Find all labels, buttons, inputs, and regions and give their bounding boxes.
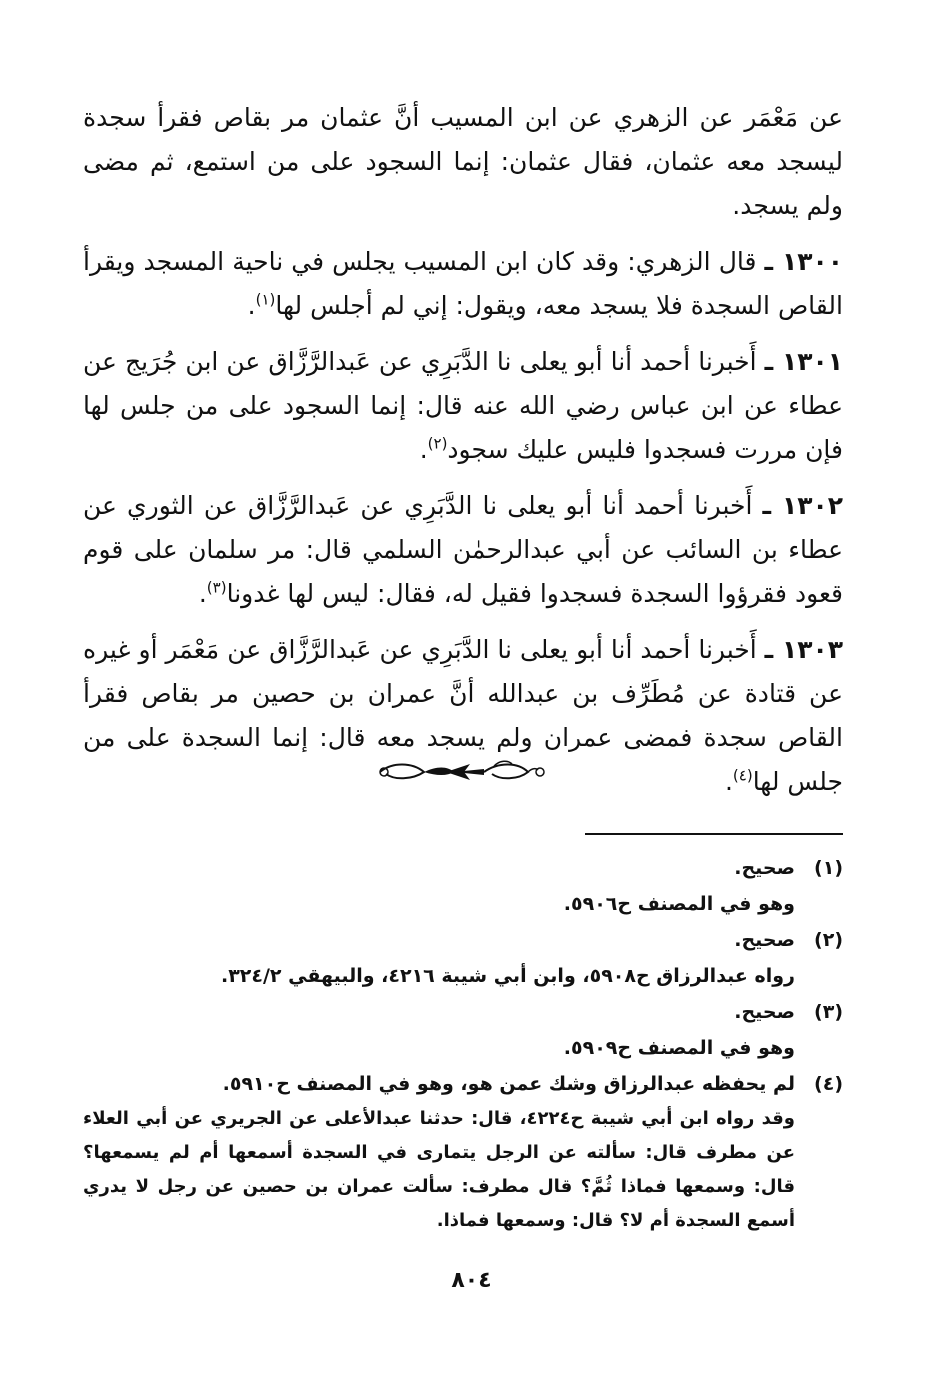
footnote-text: وهو في المصنف ح٥٩٠٦. (563, 893, 795, 915)
paragraph-number: ١٣٠٣ ـ (764, 635, 843, 664)
paragraph-text: قال الزهري: وقد كان ابن المسيب يجلس في ناحية المسجد ويقرأ القاص السجدة فلا يسجد معه، ويقول: إني لم أجلس لها (83, 247, 843, 320)
footnote-2 (83, 922, 843, 994)
footnote-number: (٤) (814, 1073, 843, 1095)
floral-divider-icon (372, 752, 552, 792)
paragraph-number: ١٣٠١ ـ (764, 347, 843, 376)
footnote-grade: صحيح. (734, 857, 795, 879)
footnote-grade: صحيح. (734, 929, 795, 951)
footnote-text: رواه عبدالرزاق ح٥٩٠٨، وابن أبي شيبة ٤٢١٦، والبيهقي ٣٢٤/٢. (220, 965, 795, 987)
footnote-marker[interactable]: (٤) (732, 766, 753, 785)
footnotes (83, 850, 843, 1238)
paragraph-1303: ١٣٠٣ ـ أَخبرنا أحمد أنا أبو يعلى نا الدَّبَرِي عن عَبدالرَّزَّاق عن مَعْمَر أو غيره عن قتادة عن مُطَرِّف بن عبدالله أنَّ عمران بن حصين مر بقاص فقرأ القاص سجدة فمضى عمران ولم يسجد معه قال: إنما السجدة على من جلس لها$^{(٤)}$. (83, 635, 843, 796)
footnote-number: (٣) (814, 1001, 843, 1023)
paragraph-text: عن مَعْمَر عن الزهري عن ابن المسيب أنَّ عثمان مر بقاص فقرأ سجدة ليسجد معه عثمان، فقال عثمان: إنما السجود على من استمع، ثم مضى ولم يسجد. (83, 103, 843, 220)
footnote-text: وهو في المصنف ح٥٩٠٩. (563, 1037, 795, 1059)
footnote-grade: صحيح. (734, 1001, 795, 1023)
footnote-separator (585, 833, 843, 835)
paragraph-text: أَخبرنا أحمد أنا أبو يعلى نا الدَّبَرِي عن عَبدالرَّزَّاق عن مَعْمَر أو غيره عن قتادة عن مُطَرِّف بن عبدالله أنَّ عمران بن حصين مر بقاص فقرأ القاص سجدة فمضى عمران ولم يسجد معه قال: إنما السجدة على من جلس لها (83, 635, 843, 796)
footnote-marker[interactable]: (٢) (427, 434, 448, 453)
footnote-text: وقد رواه ابن أبي شيبة ح٤٢٢٤، قال: حدثنا عبدالأعلى عن الجريري عن أبي العلاء عن مطرف قال: سألته عن الرجل يتمارى في السجدة أسمعها أم لم يسمعها؟ قال: وسمعها فماذا ثُمَّ؟ قال مطرف: سألت عمران بن حصين عن رجل لا يدري أسمع السجدة أم لا؟ قال: وسمعها فماذا. (83, 1108, 795, 1231)
footnote-4 (83, 1066, 843, 1238)
footnote-number: (١) (814, 857, 843, 879)
paragraph-intro (83, 96, 843, 228)
paragraph-1302: ١٣٠٢ ـ أَخبرنا أحمد أنا أبو يعلى نا الدَّبَرِي عن عَبدالرَّزَّاق عن الثوري عن عطاء بن السائب عن أبي عبدالرحمٰن السلمي قال: مر سلمان على قوم قعود فقرؤوا السجدة فسجدوا فقيل له، فقال: ليس لها غدونا$^{(٣)}$. (83, 491, 843, 608)
footnote-3 (83, 994, 843, 1066)
paragraph-1300: ١٣٠٠ ـ قال الزهري: وقد كان ابن المسيب يجلس في ناحية المسجد ويقرأ القاص السجدة فلا يسجد معه، ويقول: إني لم أجلس لها$^{(١)}$. (83, 247, 843, 320)
main-text (83, 96, 843, 816)
footnote-marker[interactable]: (٣) (206, 578, 227, 597)
paragraph-1301: ١٣٠١ ـ أَخبرنا أحمد أنا أبو يعلى نا الدَّبَرِي عن عَبدالرَّزَّاق عن ابن جُرَيج عن عطاء عن ابن عباس رضي الله عنه قال: إنما السجود على من جلس لها فإن مررت فسجدوا فليس عليك سجود$^{(٢)}$. (83, 347, 843, 464)
paragraph-number: ١٣٠٠ ـ (764, 247, 843, 276)
footnote-number: (٢) (814, 929, 843, 951)
footnote-marker[interactable]: (١) (255, 290, 276, 309)
footnote-text: لم يحفظه عبدالرزاق وشك عمن هو، وهو في المصنف ح٥٩١٠. (222, 1073, 795, 1095)
paragraph-text: أَخبرنا أحمد أنا أبو يعلى نا الدَّبَرِي عن عَبدالرَّزَّاق عن ابن جُرَيج عن عطاء عن ابن عباس رضي الله عنه قال: إنما السجود على من جلس لها فإن مررت فسجدوا فليس عليك سجود (83, 347, 843, 464)
page-number: ٨٠٤ (451, 1268, 492, 1293)
footnote-1 (83, 850, 843, 922)
paragraph-number: ١٣٠٢ ـ (762, 491, 843, 520)
paragraph-text: أَخبرنا أحمد أنا أبو يعلى نا الدَّبَرِي عن عَبدالرَّزَّاق عن الثوري عن عطاء بن السائب عن أبي عبدالرحمٰن السلمي قال: مر سلمان على قوم قعود فقرؤوا السجدة فسجدوا فقيل له، فقال: ليس لها غدونا (83, 491, 843, 608)
